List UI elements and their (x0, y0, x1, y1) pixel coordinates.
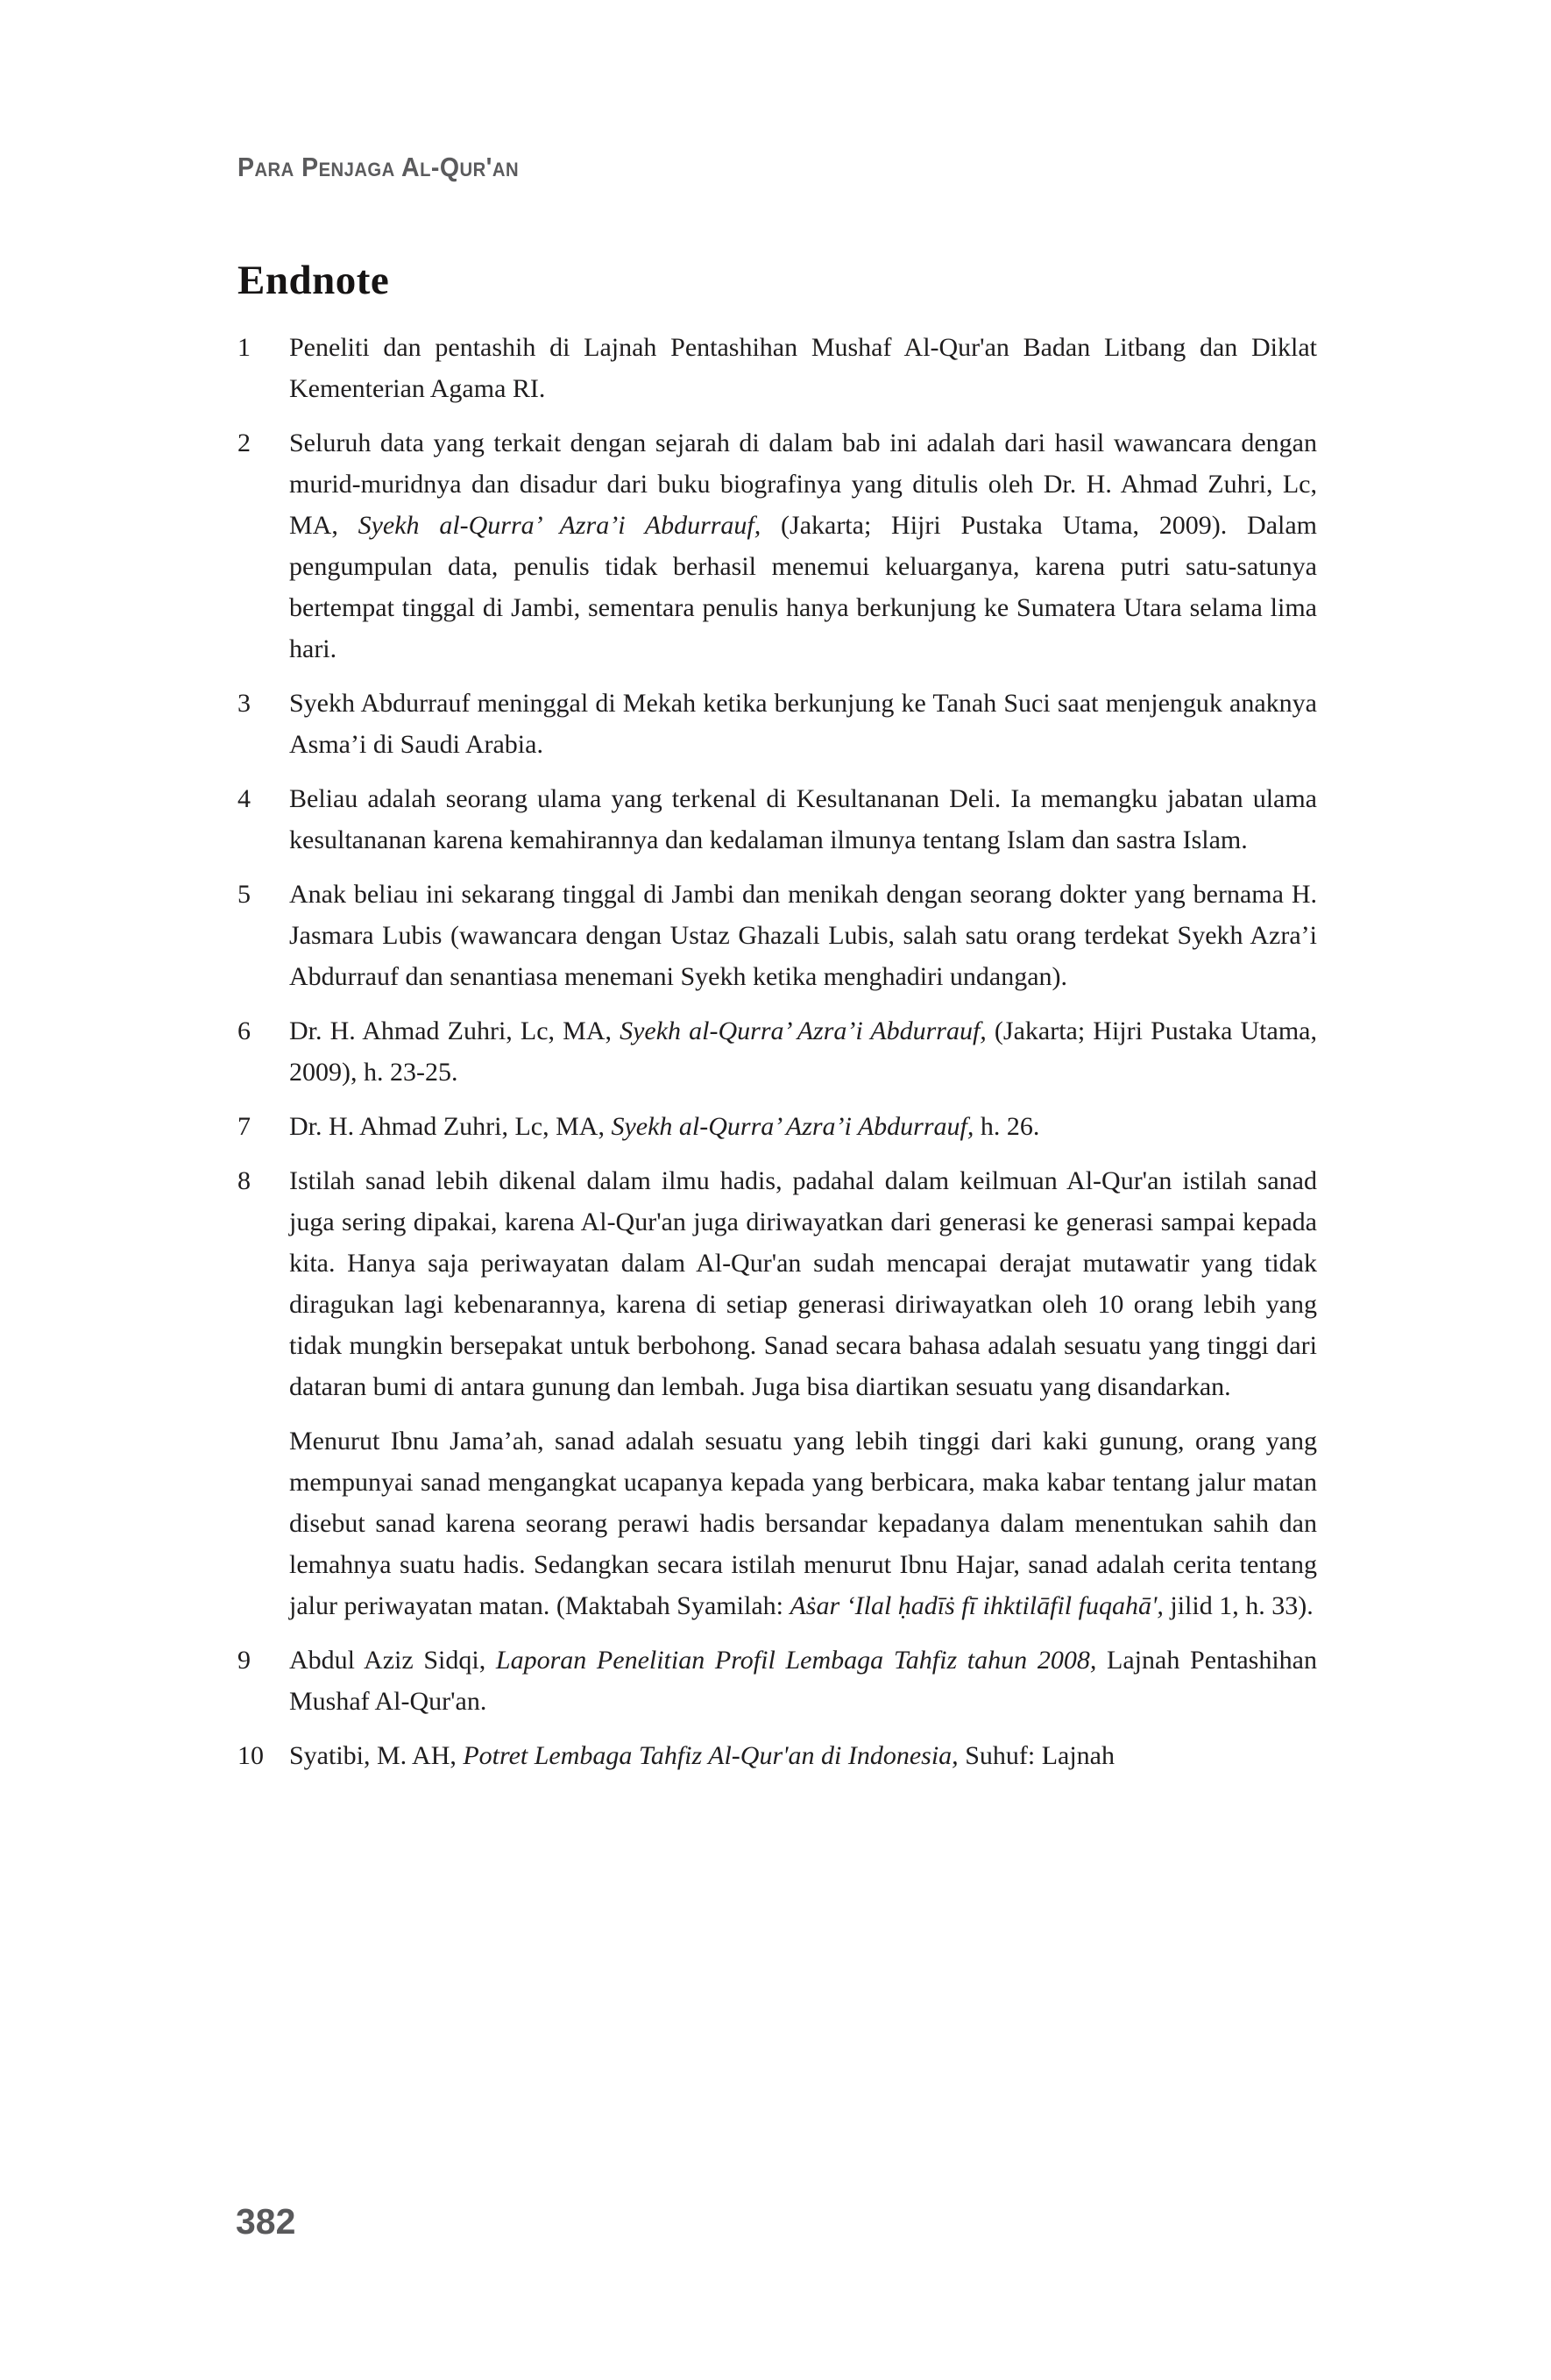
endnote-text: Dr. H. Ahmad Zuhri, Lc, MA, Syekh al-Qurra’ Azra’i Abdurrauf, h. 26. (289, 1112, 1040, 1141)
endnote-item (237, 1735, 1317, 1776)
endnote-number: 2 (237, 429, 251, 457)
endnote-item (237, 1010, 1317, 1093)
endnote-number: 6 (237, 1016, 251, 1045)
endnote-number: 7 (237, 1112, 251, 1141)
endnote-text: Seluruh data yang terkait dengan sejarah di dalam bab ini adalah dari hasil wawancara dengan murid-muridnya dan disadur dari buku biografinya yang ditulis oleh Dr. H. Ahmad Zuhri, Lc, MA, Syekh al-Qurra’ Azra’i Abdurrauf, (Jakarta; Hijri Pustaka Utama, 2009). Dalam pengumpulan data, penulis tidak berhasil menemui keluarganya, karena putri satu-satunya bertempat tinggal di Jambi, sementara penulis hanya berkunjung ke Sumatera Utara selama lima hari. (289, 429, 1317, 663)
endnote-text: Syekh Abdurrauf meninggal di Mekah ketika berkunjung ke Tanah Suci saat menjenguk anaknya Asma’i di Saudi Arabia. (289, 689, 1317, 759)
endnote-number (237, 1420, 289, 1626)
endnote-text: Istilah sanad lebih dikenal dalam ilmu hadis, padahal dalam keilmuan Al-Qur'an istilah sanad juga sering dipakai, karena Al-Qur'an juga diriwayatkan dari generasi ke generasi sampai kepada kita. Hanya saja periwayatan dalam Al-Qur'an sudah mencapai derajat mutawatir yang tidak diragukan lagi kebenarannya, karena di setiap generasi diriwayatkan oleh 10 orang lebih yang tidak mungkin bersepakat untuk berbohong. Sanad secara bahasa adalah sesuatu yang tinggi dari dataran bumi di antara gunung dan lembah. Juga bisa diartikan sesuatu yang disandarkan. (289, 1166, 1317, 1401)
endnote-item (237, 1420, 1317, 1626)
endnote-number: 8 (237, 1166, 251, 1195)
page-number: 382 (236, 2201, 296, 2242)
endnote-number: 1 (237, 333, 251, 362)
endnote-number: 9 (237, 1646, 251, 1675)
endnote-number: 3 (237, 689, 251, 718)
endnote-item (237, 1106, 1317, 1147)
endnote-text: Peneliti dan pentashih di Lajnah Pentashihan Mushaf Al-Qur'an Badan Litbang dan Diklat Kementerian Agama RI. (289, 333, 1317, 403)
endnote-item (237, 778, 1317, 861)
running-header: Para Penjaga Al-Qur'an (237, 152, 520, 182)
endnote-text: Dr. H. Ahmad Zuhri, Lc, MA, Syekh al-Qurra’ Azra’i Abdurrauf, (Jakarta; Hijri Pustaka Utama, 2009), h. 23-25. (289, 1016, 1317, 1087)
endnote-section (237, 257, 1317, 1789)
endnote-item (237, 1640, 1317, 1722)
endnote-text: Menurut Ibnu Jama’ah, sanad adalah sesuatu yang lebih tinggi dari kaki gunung, orang yang mempunyai sanad mengangkat ucapanya kepada yang berbicara, maka kabar tentang jalur matan disebut sanad karena seorang perawi hadis bersandar kepadanya dalam menentukan sahih dan lemahnya suatu hadis. Sedangkan secara istilah menurut Ibnu Hajar, sanad adalah cerita tentang jalur periwayatan matan. (Maktabah Syamilah: Aṡar ‘Ilal ḥadīṡ fī ihktilāfil fuqahā', jilid 1, h. 33). (289, 1427, 1317, 1620)
endnote-text: Abdul Aziz Sidqi, Laporan Penelitian Profil Lembaga Tahfiz tahun 2008, Lajnah Pentashihan Mushaf Al-Qur'an. (289, 1646, 1317, 1716)
endnote-item (237, 422, 1317, 669)
endnote-list (237, 327, 1317, 1776)
endnote-text: Syatibi, M. AH, Potret Lembaga Tahfiz Al-Qur'an di Indonesia, Suhuf: Lajnah (289, 1741, 1115, 1770)
endnote-text: Beliau adalah seorang ulama yang terkenal di Kesultananan Deli. Ia memangku jabatan ulama kesultananan karena kemahirannya dan kedalaman ilmunya tentang Islam dan sastra Islam. (289, 784, 1317, 854)
endnote-item (237, 683, 1317, 765)
section-title: Endnote (237, 258, 390, 303)
endnote-number: 4 (237, 784, 251, 813)
endnote-number: 5 (237, 880, 251, 909)
endnote-item (237, 1160, 1317, 1407)
endnote-item (237, 327, 1317, 409)
endnote-item (237, 874, 1317, 997)
endnote-text: Anak beliau ini sekarang tinggal di Jambi dan menikah dengan seorang dokter yang bernama H. Jasmara Lubis (wawancara dengan Ustaz Ghazali Lubis, salah satu orang terdekat Syekh Azra’i Abdurrauf dan senantiasa menemani Syekh ketika menghadiri undangan). (289, 880, 1317, 991)
endnote-number: 10 (237, 1741, 264, 1770)
